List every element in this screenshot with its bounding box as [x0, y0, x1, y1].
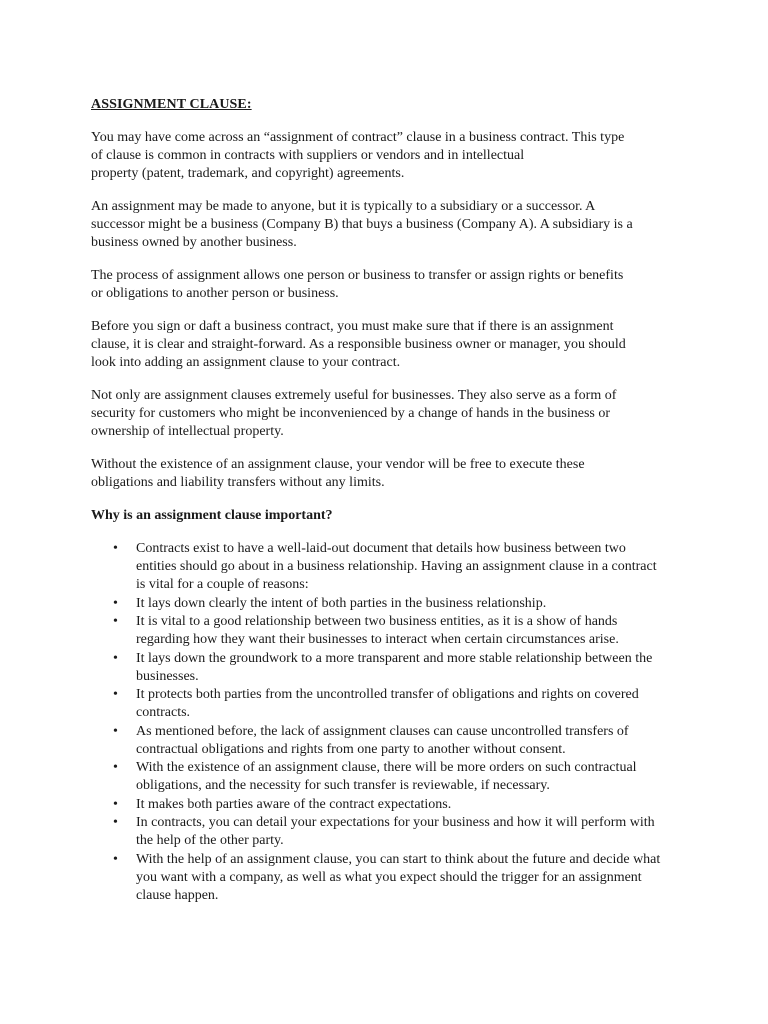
paragraph-process: The process of assignment allows one person or business to transfer or assign rights or benefits or obligations to another person or business. [91, 268, 624, 301]
page-title: ASSIGNMENT CLAUSE: [91, 97, 252, 112]
bullet-icon: • [113, 851, 118, 867]
paragraph-usefulness: Not only are assignment clauses extremely useful for businesses. They also serve as a form of security for customers who might be inconvenienced by a change of hands in the business or ownership of intellectual property. [91, 388, 617, 439]
list-item-text: It is vital to a good relationship between two business entities, as it is a show of hands regarding how they want their businesses to interact when certain circumstances arise. [136, 614, 619, 647]
list-item-text: As mentioned before, the lack of assignment clauses can cause uncontrolled transfers of contractual obligations and rights from one party to another without consent. [136, 723, 629, 757]
bullet-icon: • [113, 723, 118, 739]
list-item [91, 814, 668, 850]
list-item [91, 796, 668, 814]
bullet-icon: • [113, 541, 118, 556]
list-item [91, 540, 668, 594]
paragraph-intro: You may have come across an “assignment of contract” clause in a business contract. This type of clause is common in contracts with suppliers or vendors and in intellectual property (patent, trademark, and copyright) agreements. [91, 130, 625, 181]
list-item [91, 851, 668, 905]
list-item [91, 613, 668, 649]
list-item-text: Contracts exist to have a well-laid-out document that details how business between two entities should go about in a business relationship. Having an assignment clause in a contract is vital for a couple of reasons: [136, 541, 657, 592]
list-item [91, 759, 668, 795]
list-item-text: It lays down the groundwork to a more transparent and more stable relationship between the businesses. [136, 650, 653, 684]
list-item-text: With the existence of an assignment clause, there will be more orders on such contractual obligations, and the necessity for such transfer is reviewable, if necessary. [136, 760, 637, 793]
paragraph-assignment-parties: An assignment may be made to anyone, but it is typically to a subsidiary or a successor. A successor might be a business (Company B) that buys a business (Company A). A subsidiary is a business owned by another business. [91, 199, 633, 250]
list-item [91, 650, 668, 686]
list-item-text: It makes both parties aware of the contract expectations. [136, 796, 452, 812]
list-item-text: It lays down clearly the intent of both parties in the business relationship. [136, 595, 547, 611]
bullet-icon: • [113, 760, 118, 775]
list-item [91, 595, 668, 613]
bullet-icon: • [113, 815, 118, 830]
list-item-text: It protects both parties from the uncontrolled transfer of obligations and rights on covered contracts. [136, 687, 639, 720]
bullet-icon: • [113, 687, 118, 702]
paragraph-before-signing: Before you sign or daft a business contract, you must make sure that if there is an assignment clause, it is clear and straight-forward. As a responsible business owner or manager, you should look into adding an assignment clause to your contract. [91, 319, 626, 370]
bullet-list [91, 540, 668, 905]
bullet-icon: • [113, 650, 118, 666]
bullet-icon: • [113, 614, 118, 629]
section-heading: Why is an assignment clause important? [91, 508, 333, 523]
list-item-text: With the help of an assignment clause, you can start to think about the future and decide what you want with a company, as well as what you expect should the trigger for an assignment clause happen. [136, 851, 661, 903]
paragraph-without-clause: Without the existence of an assignment clause, your vendor will be free to execute these obligations and liability transfers without any limits. [91, 457, 585, 490]
list-item [91, 686, 668, 722]
list-item-text: In contracts, you can detail your expectations for your business and how it will perform with the help of the other party. [136, 815, 655, 848]
list-item [91, 723, 668, 759]
bullet-icon: • [113, 796, 118, 812]
bullet-icon: • [113, 595, 118, 611]
